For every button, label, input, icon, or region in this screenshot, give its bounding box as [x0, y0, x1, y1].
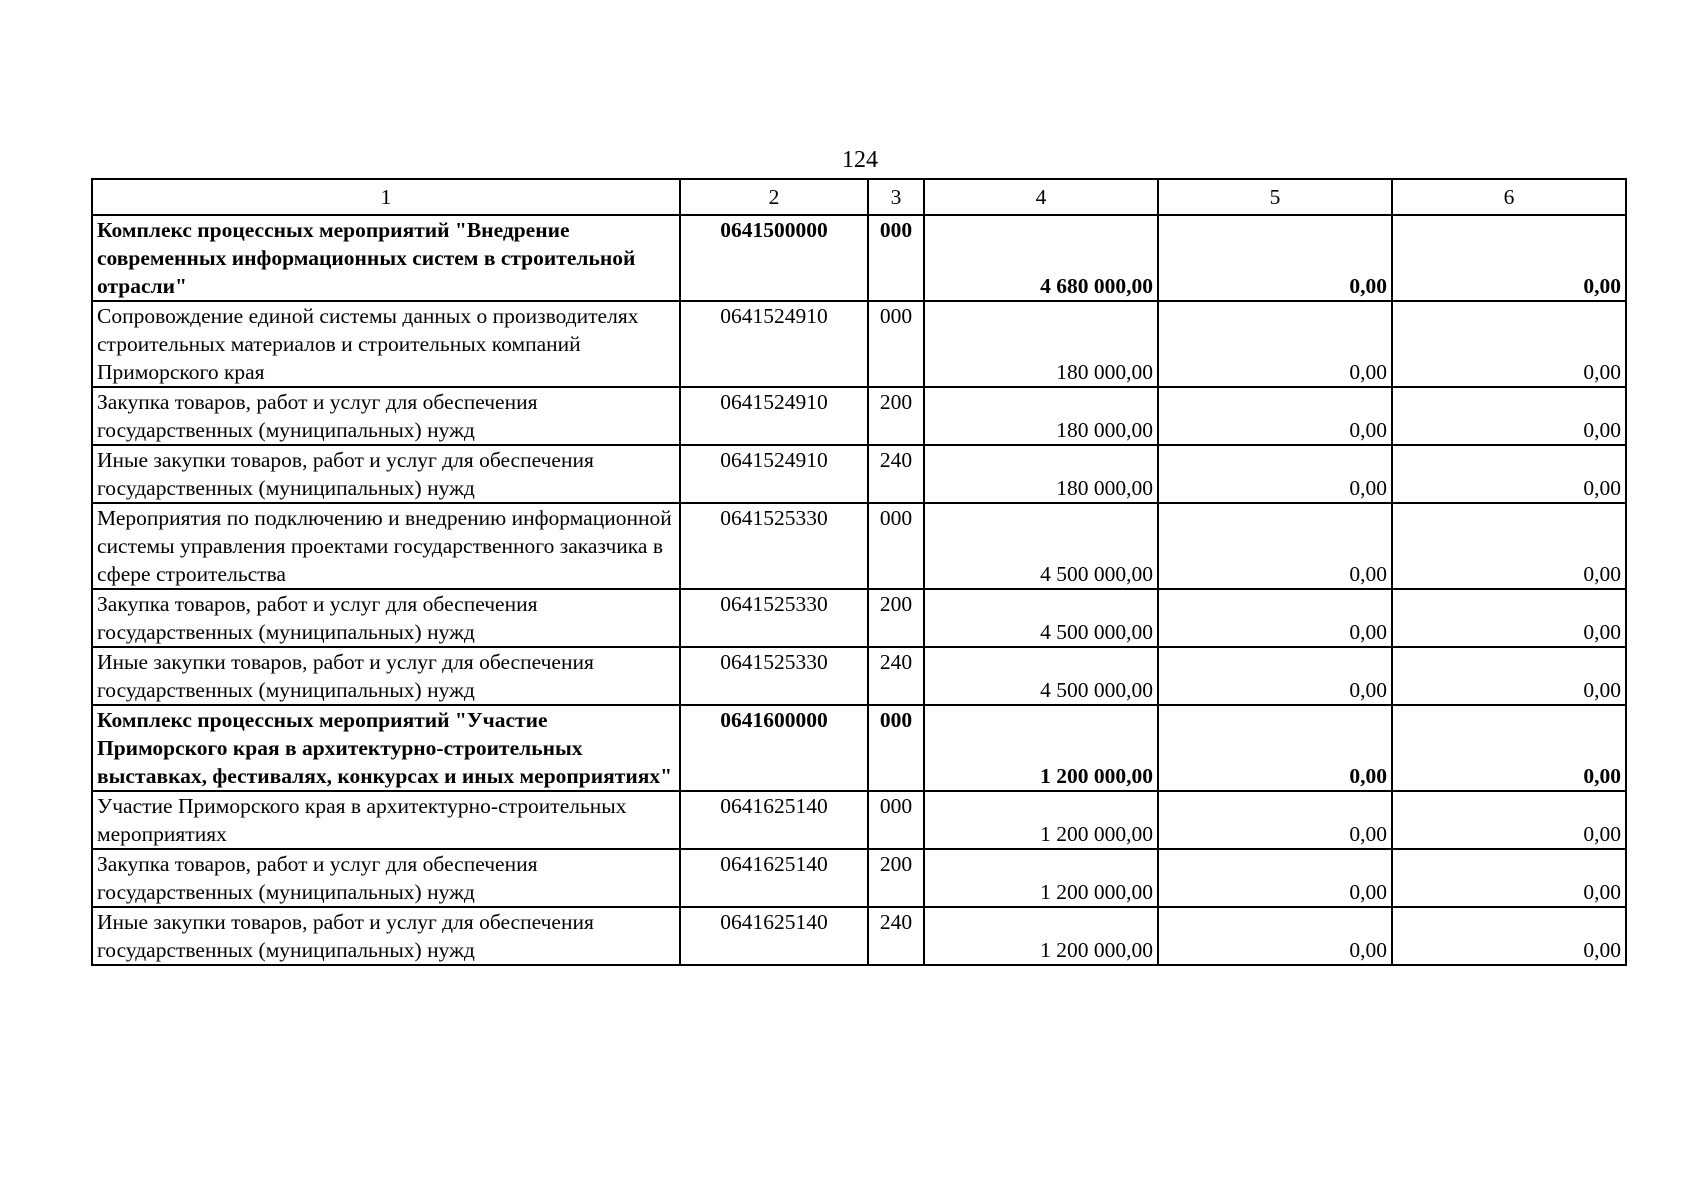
row-value-5: 0,00 — [1158, 791, 1392, 849]
row-value-5: 0,00 — [1158, 647, 1392, 705]
row-value-5: 0,00 — [1158, 387, 1392, 445]
row-value-6: 0,00 — [1392, 301, 1626, 387]
row-value-5: 0,00 — [1158, 849, 1392, 907]
row-code: 0641524910 — [680, 387, 868, 445]
table-row — [92, 215, 1626, 301]
row-value-4: 180 000,00 — [924, 301, 1158, 387]
column-number: 3 — [868, 179, 924, 215]
row-code: 0641625140 — [680, 849, 868, 907]
row-value-4: 1 200 000,00 — [924, 705, 1158, 791]
row-value-4: 4 500 000,00 — [924, 589, 1158, 647]
row-value-4: 180 000,00 — [924, 387, 1158, 445]
table-row — [92, 503, 1626, 589]
table-row — [92, 849, 1626, 907]
row-name: Комплекс процессных мероприятий "Внедрение современных информационных систем в строительной отрасли" — [92, 215, 680, 301]
row-name: Закупка товаров, работ и услуг для обеспечения государственных (муниципальных) нужд — [92, 589, 680, 647]
row-value-5: 0,00 — [1158, 705, 1392, 791]
row-value-4: 1 200 000,00 — [924, 791, 1158, 849]
row-value-5: 0,00 — [1158, 215, 1392, 301]
row-name: Комплекс процессных мероприятий "Участие Приморского края в архитектурно-строительных выставках, фестивалях, конкурсах и иных мероприятиях" — [92, 705, 680, 791]
row-value-6: 0,00 — [1392, 791, 1626, 849]
row-value-4: 4 500 000,00 — [924, 503, 1158, 589]
row-value-4: 1 200 000,00 — [924, 907, 1158, 965]
table-row — [92, 301, 1626, 387]
column-number: 2 — [680, 179, 868, 215]
column-number: 6 — [1392, 179, 1626, 215]
row-type: 240 — [868, 647, 924, 705]
row-name: Иные закупки товаров, работ и услуг для обеспечения государственных (муниципальных) нужд — [92, 445, 680, 503]
row-code: 0641525330 — [680, 503, 868, 589]
row-code: 0641625140 — [680, 907, 868, 965]
table-row — [92, 589, 1626, 647]
row-value-6: 0,00 — [1392, 215, 1626, 301]
row-type: 000 — [868, 301, 924, 387]
row-value-6: 0,00 — [1392, 503, 1626, 589]
column-number: 1 — [92, 179, 680, 215]
row-value-6: 0,00 — [1392, 849, 1626, 907]
row-code: 0641625140 — [680, 791, 868, 849]
row-value-5: 0,00 — [1158, 589, 1392, 647]
row-value-4: 1 200 000,00 — [924, 849, 1158, 907]
budget-table — [91, 178, 1627, 966]
row-value-5: 0,00 — [1158, 503, 1392, 589]
row-value-6: 0,00 — [1392, 445, 1626, 503]
row-name: Иные закупки товаров, работ и услуг для обеспечения государственных (муниципальных) нужд — [92, 907, 680, 965]
row-code: 0641525330 — [680, 647, 868, 705]
row-type: 200 — [868, 387, 924, 445]
row-value-6: 0,00 — [1392, 647, 1626, 705]
row-value-4: 180 000,00 — [924, 445, 1158, 503]
table-row — [92, 445, 1626, 503]
row-type: 000 — [868, 791, 924, 849]
row-name: Закупка товаров, работ и услуг для обеспечения государственных (муниципальных) нужд — [92, 387, 680, 445]
table-row — [92, 387, 1626, 445]
row-code: 0641525330 — [680, 589, 868, 647]
row-type: 200 — [868, 589, 924, 647]
row-value-6: 0,00 — [1392, 907, 1626, 965]
row-type: 000 — [868, 705, 924, 791]
table-row — [92, 907, 1626, 965]
row-type: 240 — [868, 907, 924, 965]
row-type: 240 — [868, 445, 924, 503]
page-number: 124 — [842, 147, 878, 173]
row-code: 0641524910 — [680, 301, 868, 387]
row-code: 0641500000 — [680, 215, 868, 301]
table-row — [92, 647, 1626, 705]
column-number: 4 — [924, 179, 1158, 215]
table-row — [92, 791, 1626, 849]
row-value-5: 0,00 — [1158, 301, 1392, 387]
row-name: Закупка товаров, работ и услуг для обеспечения государственных (муниципальных) нужд — [92, 849, 680, 907]
row-type: 000 — [868, 215, 924, 301]
row-type: 000 — [868, 503, 924, 589]
row-code: 0641524910 — [680, 445, 868, 503]
row-code: 0641600000 — [680, 705, 868, 791]
row-value-5: 0,00 — [1158, 445, 1392, 503]
row-value-6: 0,00 — [1392, 705, 1626, 791]
row-type: 200 — [868, 849, 924, 907]
row-name: Иные закупки товаров, работ и услуг для обеспечения государственных (муниципальных) нужд — [92, 647, 680, 705]
row-value-4: 4 500 000,00 — [924, 647, 1158, 705]
row-value-5: 0,00 — [1158, 907, 1392, 965]
row-name: Мероприятия по подключению и внедрению информационной системы управления проектами государственного заказчика в сфере строительства — [92, 503, 680, 589]
table-row — [92, 705, 1626, 791]
row-name: Участие Приморского края в архитектурно-строительных мероприятиях — [92, 791, 680, 849]
column-number: 5 — [1158, 179, 1392, 215]
row-value-4: 4 680 000,00 — [924, 215, 1158, 301]
row-value-6: 0,00 — [1392, 387, 1626, 445]
row-name: Сопровождение единой системы данных о производителях строительных материалов и строительных компаний Приморского края — [92, 301, 680, 387]
row-value-6: 0,00 — [1392, 589, 1626, 647]
column-number-row — [92, 179, 1626, 215]
